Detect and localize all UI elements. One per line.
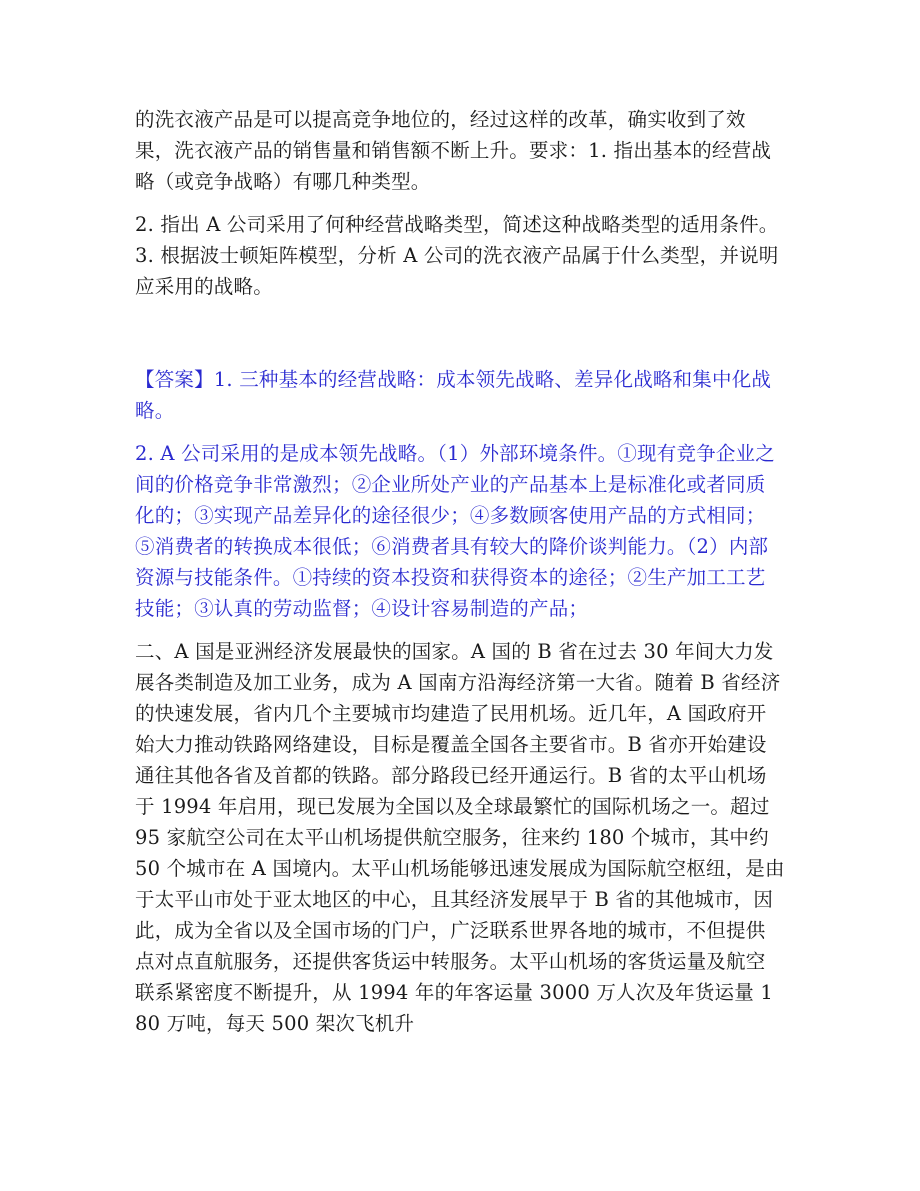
answer-paragraph-1: 【答案】1. 三种基本的经营战略：成本领先战略、差异化战略和集中化战略。 <box>135 368 772 422</box>
section-2-paragraph: 二、A 国是亚洲经济发展最快的国家。A 国的 B 省在过去 30 年间大力发展各类制造及加工业务，成为 A 国南方沿海经济第一大省。随着 B 省经济的快速发展，省内几个主要城市均建造了民用机场。近几年，A 国政府开始大力推动铁路网络建设，目标是覆盖全国各主要省市。B 省亦开始建设通往其他各省及首都的铁路。部分路段已经开通运行。B 省的太平山机场于 1994 年启用，现已发展为全国以及全球最繁忙的国际机场之一。超过 95 家航空公司在太平山机场提供航空服务，往来约 180 个城市，其中约 50 个城市在 A 国境内。太平山机场能够迅速发展成为国际航空枢纽，是由于太平山市处于亚太地区的中心，且其经济发展早于 B 省的其他城市，因此，成为全省以及全国市场的门户，广泛联系世界各地的城市，不但提供点对点直航服务，还提供客货运中转服务。太平山机场的客货运量及航空联系紧密度不断提升，从 1994 年的年客运量 3000 万人次及年货运量 180 万吨，每天 500 架次飞机升 <box>135 640 785 1035</box>
answer-paragraph-2: 2. A 公司采用的是成本领先战略。（1）外部环境条件。①现有竞争企业之间的价格竞争非常激烈；②企业所处产业的产品基本上是标准化或者同质化的；③实现产品差异化的途径很少；④多数顾客使用产品的方式相同；⑤消费者的转换成本很低；⑥消费者具有较大的降价谈判能力。（2）内部资源与技能条件。①持续的资本投资和获得资本的途径；②生产加工工艺技能；③认真的劳动监督；④设计容易制造的产品； <box>135 442 775 620</box>
question-paragraph-2: 2. 指出 A 公司采用了何种经营战略类型，简述这种战略类型的适用条件。3. 根据波士顿矩阵模型，分析 A 公司的洗衣液产品属于什么类型，并说明应采用的战略。 <box>135 213 779 298</box>
document-page <box>135 104 785 1039</box>
question-paragraph-1: 的洗衣液产品是可以提高竞争地位的，经过这样的改革，确实收到了效果，洗衣液产品的销售量和销售额不断上升。要求：1. 指出基本的经营战略（或竞争战略）有哪几种类型。 <box>135 108 772 193</box>
